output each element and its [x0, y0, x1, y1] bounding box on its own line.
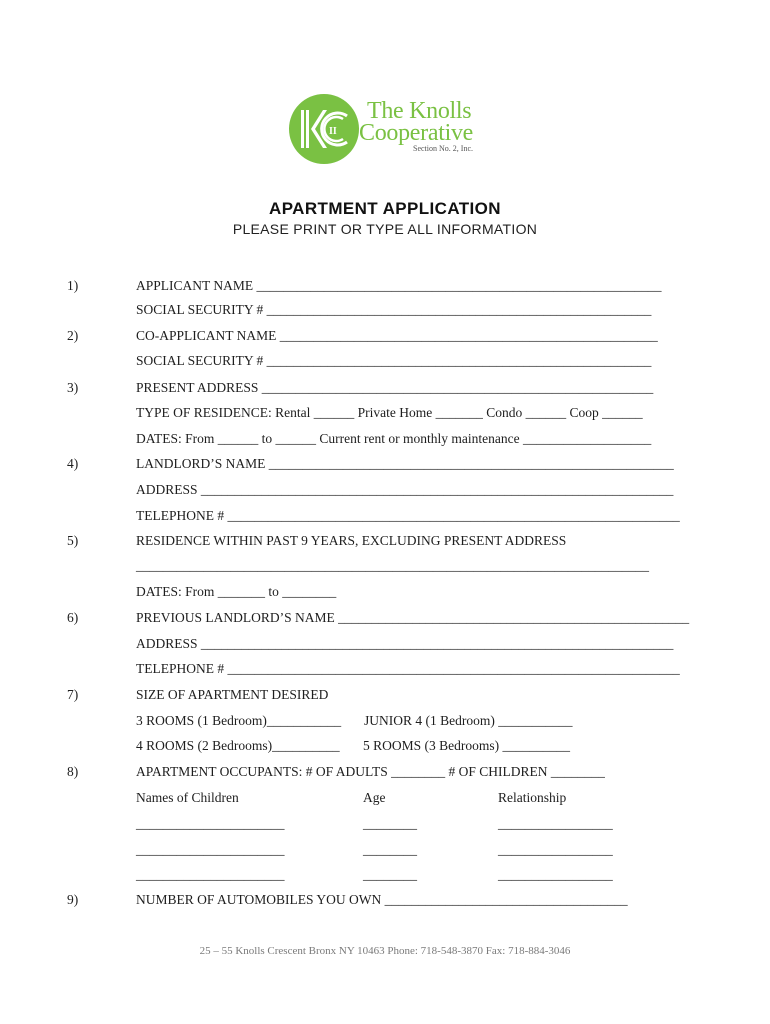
present-dates-field[interactable]: DATES: From ______ to ______ Current rent or monthly maintenance ___________________ — [136, 431, 652, 446]
children-names-header: Names of Children — [136, 790, 239, 805]
kc-monogram-icon — [289, 94, 359, 164]
previous-landlord-name-field[interactable]: PREVIOUS LANDLORD’S NAME ____________________________________________________ — [136, 610, 690, 625]
applicant-ssn-field[interactable]: SOCIAL SECURITY # _________________________________________________________ — [136, 302, 652, 317]
automobiles-field[interactable]: NUMBER OF AUTOMOBILES YOU OWN ____________________________________ — [136, 892, 628, 907]
page-title: APARTMENT APPLICATION — [269, 199, 501, 218]
size-5-rooms-field[interactable]: 5 ROOMS (3 Bedrooms) __________ — [363, 738, 571, 753]
item-number-2: 2) — [67, 328, 79, 343]
child-relationship-field[interactable]: _________________ — [498, 816, 613, 831]
item-number-7: 7) — [67, 687, 79, 702]
logo-name-line2: Cooperative — [359, 120, 473, 146]
size-junior-4-field[interactable]: JUNIOR 4 (1 Bedroom) ___________ — [364, 713, 573, 728]
logo-name-line1: The Knolls — [367, 98, 472, 124]
child-relationship-field[interactable]: _________________ — [498, 867, 613, 882]
landlord-name-field[interactable]: LANDLORD’S NAME ____________________________________________________________ — [136, 456, 674, 471]
child-name-field[interactable]: ______________________ — [136, 816, 285, 831]
landlord-address-field[interactable]: ADDRESS ______________________________________________________________________ — [136, 482, 674, 497]
child-name-field[interactable]: ______________________ — [136, 842, 285, 857]
children-age-header: Age — [363, 790, 386, 805]
applicant-name-field[interactable]: APPLICANT NAME ____________________________________________________________ — [136, 278, 662, 293]
size-4-rooms-field[interactable]: 4 ROOMS (2 Bedrooms)__________ — [136, 738, 340, 753]
page-subtitle: PLEASE PRINT OR TYPE ALL INFORMATION — [232, 221, 538, 237]
size-3-rooms-field[interactable]: 3 ROOMS (1 Bedroom)___________ — [136, 713, 342, 728]
landlord-phone-field[interactable]: TELEPHONE # ___________________________________________________________________ — [136, 508, 680, 523]
item-number-3: 3) — [67, 380, 79, 395]
co-applicant-ssn-field[interactable]: SOCIAL SECURITY # _________________________________________________________ — [136, 353, 652, 368]
item-number-1: 1) — [67, 278, 79, 293]
logo-name — [359, 98, 473, 146]
child-age-field[interactable]: ________ — [363, 816, 417, 831]
child-age-field[interactable]: ________ — [363, 867, 417, 882]
logo-numeral: II — [329, 126, 337, 137]
cooperative-logo — [289, 94, 489, 170]
item-number-8: 8) — [67, 764, 79, 779]
co-applicant-name-field[interactable]: CO-APPLICANT NAME ________________________________________________________ — [136, 328, 658, 343]
child-age-field[interactable]: ________ — [363, 842, 417, 857]
children-relationship-header: Relationship — [498, 790, 567, 805]
present-address-field[interactable]: PRESENT ADDRESS __________________________________________________________ — [136, 380, 654, 395]
occupants-field[interactable]: APARTMENT OCCUPANTS: # OF ADULTS ________ # OF CHILDREN ________ — [136, 764, 605, 779]
child-name-field[interactable]: ______________________ — [136, 867, 285, 882]
child-relationship-field[interactable]: _________________ — [498, 842, 613, 857]
page-footer: 25 – 55 Knolls Crescent Bronx NY 10463 Phone: 718-548-3870 Fax: 718-884-3046 — [199, 945, 571, 957]
past-dates-field[interactable]: DATES: From _______ to ________ — [136, 584, 337, 599]
previous-landlord-address-field[interactable]: ADDRESS ______________________________________________________________________ — [136, 636, 674, 651]
previous-landlord-phone-field[interactable]: TELEPHONE # ___________________________________________________________________ — [136, 661, 680, 676]
item-number-6: 6) — [67, 610, 79, 625]
past-residence-label: RESIDENCE WITHIN PAST 9 YEARS, EXCLUDING PRESENT ADDRESS — [136, 533, 567, 548]
apartment-size-label: SIZE OF APARTMENT DESIRED — [136, 687, 329, 702]
logo-subtitle: Section No. 2, Inc. — [413, 144, 473, 153]
item-number-4: 4) — [67, 456, 79, 471]
past-residence-field[interactable]: ____________________________________________________________________________ — [136, 558, 649, 573]
item-number-5: 5) — [67, 533, 79, 548]
residence-type-field[interactable]: TYPE OF RESIDENCE: Rental ______ Private Home _______ Condo ______ Coop ______ — [136, 405, 643, 420]
item-number-9: 9) — [67, 892, 79, 907]
